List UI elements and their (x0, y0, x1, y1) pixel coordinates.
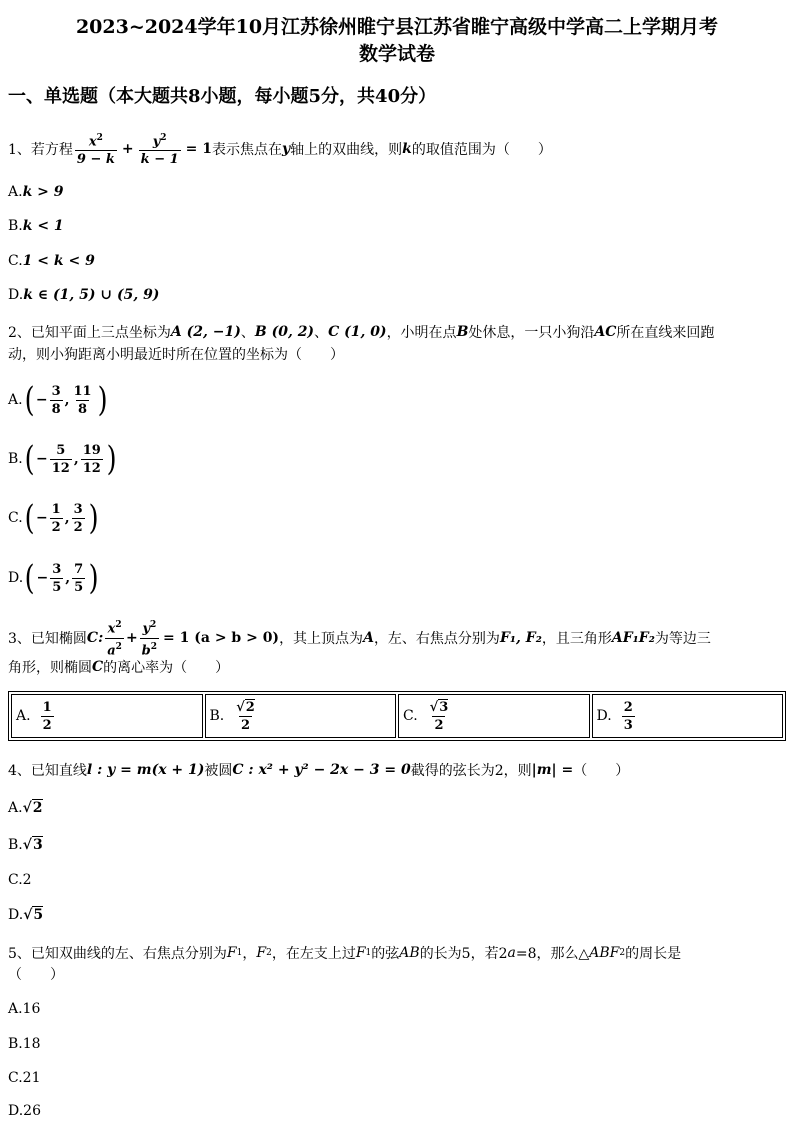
section-heading: 一、单选题（本大题共8小题，每小题5分，共40分） (8, 86, 437, 107)
q4-option-d: D. √5 (8, 907, 44, 923)
q1-option-c: C. 1 < k < 9 (8, 253, 95, 269)
q5-option-c: C.21 (8, 1070, 41, 1086)
title-line-1: 2023~2024学年10月江苏徐州睢宁县江苏省睢宁高级中学高二上学期月考 (75, 16, 719, 38)
q2-option-a: A. ( − $\frac{3}{8}$ , $\frac{11}{8}$ ) (8, 380, 108, 420)
q2-option-b: B. ( − $\frac{5}{12}$ , $\frac{19}{12}$ ) (8, 439, 117, 479)
title-line-2: 数学试卷 (358, 43, 435, 65)
q5-option-d: D.26 (8, 1103, 41, 1119)
question-2-stem-line-1: 2、已知平面上三点坐标为 A (2, −1) 、 B (0, 2) 、 C (1, 0) ，小明在点 B 处休息，一只小狗沿 AC 所在直线来回跑 (8, 324, 715, 341)
q2-option-c: C. ( − $\frac{1}{2}$ , $\frac{3}{2}$ ) (8, 498, 99, 538)
q3-options-table (8, 691, 786, 741)
question-5-stem-line-2: （ ） (8, 967, 64, 983)
q3-option-d: D. $\frac{2}{3}$ (592, 694, 784, 738)
q4-option-a: A. √2 (8, 800, 43, 816)
q5-option-b: B.18 (8, 1036, 41, 1052)
question-3-stem-line-1: 3、已知椭圆 C: $\frac{x^2}{a^2}$ + $\frac{y^2}{b^2}$ = 1 (a > b > 0) ，其上顶点为 A ，左、右焦点分别为 F₁, F₂ ，且三角形 AF₁F₂ 为等边三 (8, 620, 711, 658)
q1-option-a: A. k > 9 (8, 184, 64, 200)
q4-option-b: B. √3 (8, 837, 43, 853)
q4-option-c: C. 2 (8, 872, 32, 888)
question-3-stem-line-2: 角形，则椭圆 C 的离心率为（ ） (8, 659, 230, 676)
q5-option-a: A.16 (8, 1001, 41, 1017)
question-5-stem-line-1: 5、已知双曲线的左、右焦点分别为 F 1 ， F 2 ，在左支上过 F 1 的弦 AB 的长为5，若2 a =8，那么△ ABF 2 的周长是 (8, 945, 682, 962)
q1-option-d: D. k ∈ (1, 5) ∪ (5, 9) (8, 287, 160, 303)
q1-fraction-2: $\frac{y^2}{k - 1}$ (140, 132, 179, 168)
q1-fraction-1: $\frac{x^2}{9 - k}$ (76, 132, 115, 168)
page-title (0, 14, 794, 68)
question-2-stem-line-2: 动，则小狗距离小明最近时所在位置的坐标为（ ） (8, 347, 344, 363)
q3-option-c: C. $\frac{√3}{2}$ (398, 694, 590, 738)
question-1-stem: 1、若方程 $\frac{x^2}{9 - k}$ + $\frac{y^2}{k - 1}$ = 1 表示焦点在 y 轴上的双曲线，则 k 的取值范围为（ ） (8, 132, 552, 168)
question-4-stem: 4、已知直线 l : y = m(x + 1) 被圆 C : x² + y² − 2x − 3 = 0 截得的弦长为2，则 |m| = （ ） (8, 762, 630, 779)
q3-option-a: A. $\frac{1}{2}$ (11, 694, 203, 738)
q1-option-b: B. k < 1 (8, 218, 64, 234)
q3-option-b: B. $\frac{√2}{2}$ (205, 694, 397, 738)
q2-option-d: D. ( − $\frac{3}{5}$ , $\frac{7}{5}$ ) (8, 558, 99, 598)
